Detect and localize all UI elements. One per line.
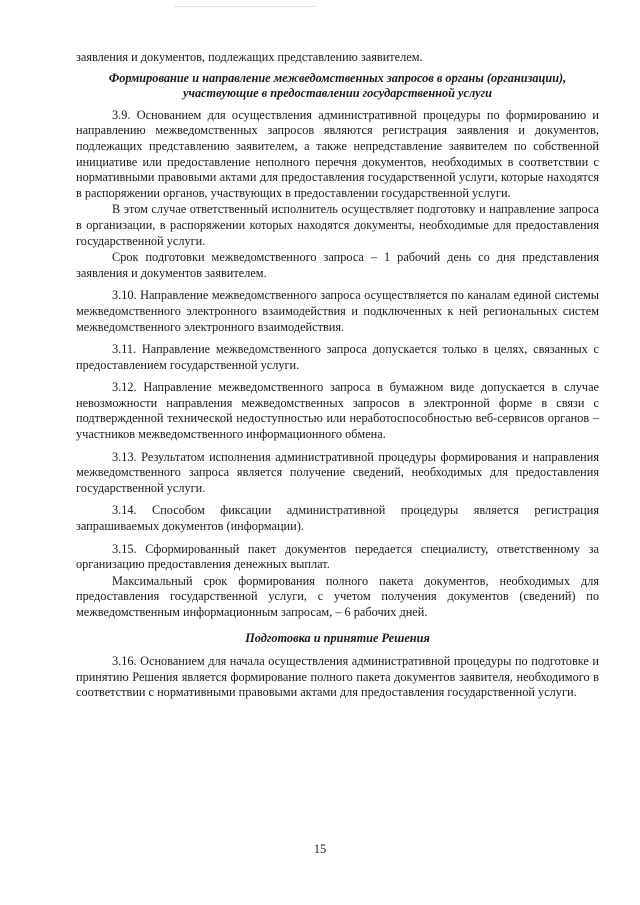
paragraph-request-deadline: Срок подготовки межведомственного запроса – 1 рабочий день со дня представления заявления и документов заявителем.	[76, 250, 599, 280]
paragraph-3-9: 3.9. Основанием для осуществления административной процедуры по формированию и направлению межведомственных запросов являются регистрация заявления и документов, подлежащих представлению заявителем, а также непредставление заявителем по собственной инициативе или предоставление неполного перечня документов, необходимых в соответствии с нормативными правовыми актами для предоставления государственной услуги, которые находятся в распоряжении органов, участвующих в предоставлении государственной услуги.	[76, 107, 599, 200]
paragraph-3-16: 3.16. Основанием для начала осуществления административной процедуры по подготовке и принятию Решения является формирование полного пакета документов заявителя, необходимого в соответствии с нормативными правовыми актами для предоставления государственной услуги.	[76, 654, 599, 700]
continuation-line: заявления и документов, подлежащих представлению заявителем.	[76, 50, 423, 64]
scan-artifact	[175, 6, 315, 10]
paragraph-max-period: Максимальный срок формирования полного пакета документов, необходимых для предоставления государственной услуги, с учетом получения документов (сведений) по межведомственным информационным запросам, – 6 рабочих дней.	[76, 573, 599, 619]
page-number: 15	[313, 842, 327, 856]
paragraph-responsible-executor: В этом случае ответственный исполнитель осуществляет подготовку и направление запроса в организации, в распоряжении которых находятся документы, необходимые для предоставления государственной услуги.	[76, 202, 599, 248]
section-heading-interagency-requests: Формирование и направление межведомственных запросов в органы (организации), участвующие в предоставлении государственной услуги	[108, 70, 567, 101]
paragraph-3-15: 3.15. Сформированный пакет документов передается специалисту, ответственному за организацию предоставления денежных выплат.	[76, 541, 599, 572]
paragraph-3-10: 3.10. Направление межведомственного запроса осуществляется по каналам единой системы межведомственного электронного взаимодействия и подключенных к ней региональных систем межведомственного электронного взаимодействия.	[76, 288, 599, 334]
paragraph-3-13: 3.13. Результатом исполнения административной процедуры формирования и направления межведомственного запроса является получение сведений, необходимых для предоставления государственной услуги.	[76, 449, 599, 495]
paragraph-3-14: 3.14. Способом фиксации административной процедуры является регистрация запрашиваемых документов (информации).	[76, 503, 599, 534]
document-page	[76, 50, 599, 708]
section-heading-decision: Подготовка и принятие Решения	[245, 630, 430, 645]
paragraph-3-12: 3.12. Направление межведомственного запроса в бумажном виде допускается в случае невозможности направления межведомственных запросов в электронной форме в связи с подтвержденной технической недоступностью или неработоспособностью веб-сервисов органов – участников межведомственного информационного обмена.	[76, 380, 599, 442]
paragraph-3-11: 3.11. Направление межведомственного запроса допускается только в целях, связанных с предоставлением государственной услуги.	[76, 342, 599, 372]
